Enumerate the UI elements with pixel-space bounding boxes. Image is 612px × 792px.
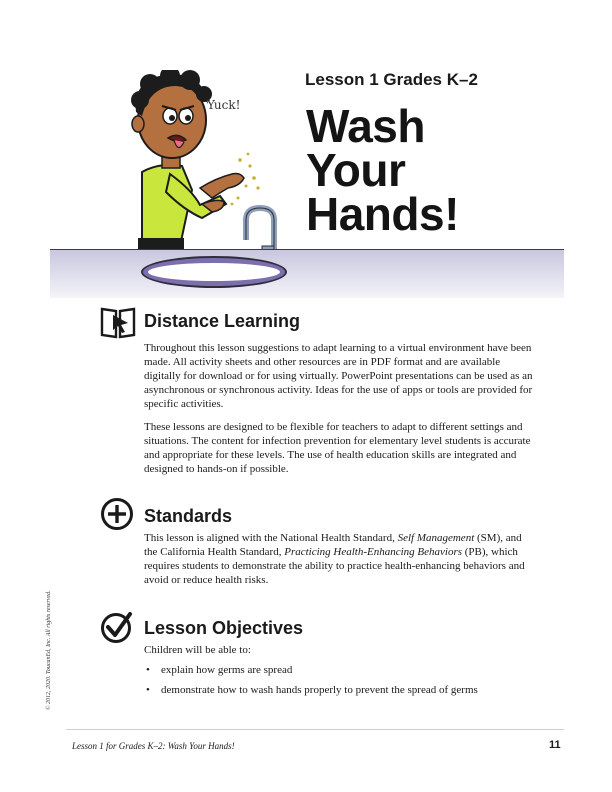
list-item: • explain how germs are spread xyxy=(144,663,536,677)
book-cursor-icon xyxy=(100,305,136,339)
copyright-notice: © 2012, 2020. ToucanEd, Inc. All rights reserved. xyxy=(46,590,52,710)
plus-circle-icon xyxy=(100,497,134,531)
standard-name: Self Management xyxy=(397,532,475,544)
section-body xyxy=(144,531,536,596)
section-body xyxy=(144,341,536,485)
section-title: Lesson Objectives xyxy=(144,618,304,638)
lesson-kicker: Lesson 1 Grades K–2 xyxy=(305,70,478,89)
page-number: 11 xyxy=(549,739,561,751)
objectives-section xyxy=(100,610,512,710)
objectives-intro: Children will be able to: xyxy=(144,644,251,656)
section-body xyxy=(144,643,536,703)
footer-divider xyxy=(66,729,564,730)
check-circle-icon xyxy=(100,610,134,644)
title-line: Hands! xyxy=(306,188,459,240)
text-run: (PB), which requires students to demonstrate the ability to practice health-enhancing behaviors and avoid or reduce health risks. xyxy=(144,546,525,586)
page-title xyxy=(306,100,566,240)
list-item: • demonstrate how to wash hands properly to prevent the spread of germs xyxy=(144,683,536,697)
footer-title: Lesson 1 for Grades K–2: Wash Your Hands! xyxy=(72,741,235,751)
standards-section xyxy=(100,497,525,597)
paragraph xyxy=(144,531,536,587)
counter-band xyxy=(50,250,564,298)
title-line: Your xyxy=(306,144,406,196)
speech-text: Yuck! xyxy=(207,98,241,112)
section-title: Distance Learning xyxy=(144,311,301,331)
objectives-list xyxy=(144,663,536,697)
sink-basin xyxy=(143,258,285,286)
section-title: Standards xyxy=(144,506,233,526)
paragraph: Throughout this lesson suggestions to adapt learning to a virtual environment have been made. All activity sheets and other resources are in PDF format and are available digitally for download or for using virtually. PowerPoint presentations can be used as an asynchronous or synchronous activity. Ideas for the use of apps or tools are provided for specific activities. xyxy=(144,342,533,410)
distance-learning-section xyxy=(100,303,533,483)
standard-name: Practicing Health-Enhancing Behaviors xyxy=(284,546,463,558)
text-run: This lesson is aligned with the National Health Standard, xyxy=(144,532,398,544)
text-run: (SM), and the California Health Standard, xyxy=(144,532,522,558)
title-line: Wash xyxy=(306,100,425,152)
paragraph: These lessons are designed to be flexible for teachers to adapt to different settings and situations. The content for infection prevention for elementary level students is accurate and appropriate for these levels. The use of health education skills are integrated and designed to hands-on if possible. xyxy=(144,421,531,475)
